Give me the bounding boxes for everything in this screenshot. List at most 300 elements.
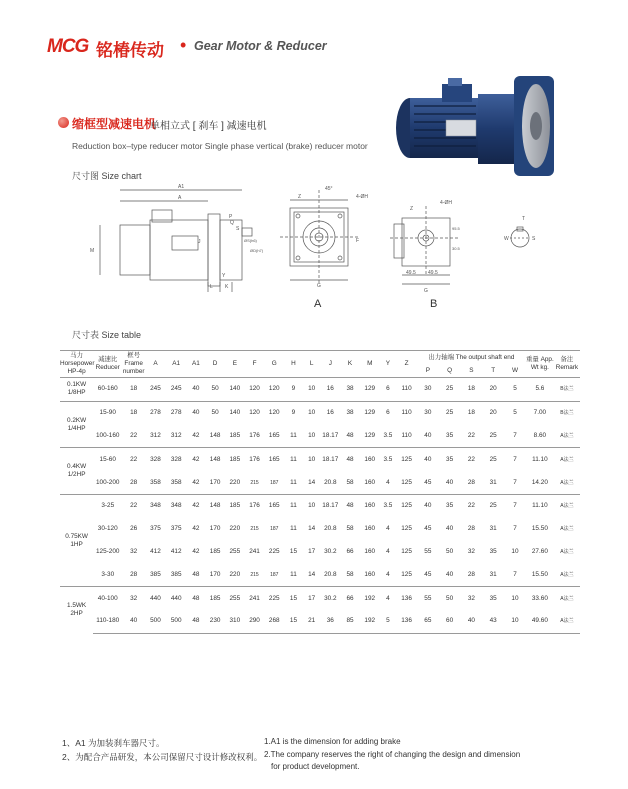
dim-z-label-a: Z xyxy=(298,194,302,200)
table-cell: 11 xyxy=(284,448,303,471)
table-cell: 4 xyxy=(386,547,390,555)
table-cell: 32 xyxy=(122,587,145,610)
dim-k-label: K xyxy=(225,284,229,290)
dim-t-label: T xyxy=(522,216,526,222)
header-col: G xyxy=(264,351,284,378)
table-cell: 55 xyxy=(424,547,432,555)
table-cell: 120 xyxy=(245,401,265,424)
table-cell: 45 xyxy=(424,478,432,486)
table-cell: 25 xyxy=(439,378,461,402)
header-col: K xyxy=(340,351,360,378)
table-cell: 241 xyxy=(249,547,260,555)
table-cell: 8.60 xyxy=(533,431,547,439)
table-cell: 215 xyxy=(250,526,259,533)
table-cell: 15-90 xyxy=(93,401,122,424)
table-cell: 65 xyxy=(417,610,439,633)
table-cell: 5 xyxy=(504,378,526,402)
table-cell: 22 xyxy=(461,448,483,471)
table-cell: 11.10 xyxy=(526,494,554,517)
table-cell: 185 xyxy=(205,587,225,610)
table-cell: 225 xyxy=(264,587,284,610)
table-cell: 66 xyxy=(340,587,360,610)
section-title-cn: 缩框型减速电机 xyxy=(72,117,157,131)
table-cell: 192 xyxy=(360,587,380,610)
table-cell: 10 xyxy=(511,547,519,555)
table-cell: 220 xyxy=(229,525,241,533)
remark-cell: A法兰 xyxy=(560,571,574,578)
table-cell: 30 xyxy=(417,401,439,424)
table-cell: 160 xyxy=(364,525,376,533)
dim-s-label-shaft: S xyxy=(532,236,536,242)
table-cell: 38 xyxy=(340,378,360,402)
header-col: H xyxy=(284,351,303,378)
table-cell: 14 xyxy=(308,525,316,533)
table-cell: 15-60 xyxy=(93,448,122,471)
header-shaft-col: T xyxy=(491,366,496,374)
dim-z-label-b: Z xyxy=(410,206,414,212)
table-cell: 31 xyxy=(489,525,497,533)
table-cell: 18.17 xyxy=(322,431,339,439)
table-cell: 10 xyxy=(303,494,321,517)
note-en: 2.The company reserves the right of changing the design and dimension xyxy=(264,749,521,759)
table-cell: 215 xyxy=(250,571,259,578)
header-col: J xyxy=(320,351,340,378)
table-row xyxy=(60,541,580,564)
table-row xyxy=(60,494,580,517)
dim-a-label: A xyxy=(178,195,182,201)
table-cell: 40 xyxy=(424,431,432,439)
title-bullet-icon xyxy=(58,117,69,128)
table-cell: 40 xyxy=(461,610,483,633)
table-cell: 50 xyxy=(205,401,225,424)
table-cell: 268 xyxy=(264,610,284,633)
table-cell: 45 xyxy=(424,570,432,578)
table-cell: 220 xyxy=(229,570,241,578)
table-cell: 31 xyxy=(489,478,497,486)
remark-cell: A法兰 xyxy=(560,548,574,555)
table-cell: 7 xyxy=(513,525,517,533)
table-cell: 22 xyxy=(122,494,145,517)
table-cell: 14 xyxy=(308,478,316,486)
table-cell: 440 xyxy=(166,587,187,610)
table-cell: 7 xyxy=(513,478,517,486)
dim-v2-label: 49.5 xyxy=(428,270,438,276)
table-cell: 48 xyxy=(192,570,200,578)
table-cell: 4 xyxy=(386,525,390,533)
table-cell: 278 xyxy=(145,401,166,424)
header-weight: 重量 App. Wt kg. xyxy=(526,351,554,378)
dim-h1-label: 95.5 xyxy=(452,226,460,231)
remark-cell: A法兰 xyxy=(554,610,580,633)
dim-m-label: M xyxy=(90,248,95,254)
table-cell: 22 xyxy=(467,431,475,439)
table-cell: 7 xyxy=(513,431,517,439)
table-cell: 375 xyxy=(150,525,161,533)
remark-cell: A法兰 xyxy=(554,448,580,471)
header-shaft-col: P xyxy=(425,366,430,374)
brand-name-cn: 铭椿传动 xyxy=(96,41,164,60)
table-cell: 5 xyxy=(504,401,526,424)
table-cell: 32 xyxy=(130,547,138,555)
table-cell: 15 xyxy=(284,587,303,610)
table-cell: 4 xyxy=(386,478,390,486)
table-cell: 20 xyxy=(482,401,504,424)
header-col: Z xyxy=(396,351,417,378)
header-shaft-col: S xyxy=(469,366,474,374)
header-power: 马力 Horsepower HP-4p xyxy=(60,351,93,378)
note-cn: 1、A1 为加装刹车器尺寸。 xyxy=(62,738,165,748)
table-cell: 348 xyxy=(166,494,187,517)
notes-en xyxy=(264,736,520,774)
header-col: M xyxy=(360,351,380,378)
dim-s-label: S xyxy=(236,226,240,232)
dimension-drawings xyxy=(80,180,560,300)
dim-j-label: J xyxy=(198,239,201,245)
table-cell: 35 xyxy=(439,494,461,517)
dim-dd-label: ØD(h7) xyxy=(250,248,264,253)
header-col: D xyxy=(205,351,225,378)
table-cell: 40 xyxy=(122,610,145,633)
table-cell: 10 xyxy=(504,610,526,633)
table-cell: 48 xyxy=(187,587,206,610)
table-cell: 3.5 xyxy=(380,494,397,517)
table-cell: 40 xyxy=(187,378,206,402)
table-cell: 187 xyxy=(270,571,279,578)
table-cell: 3.5 xyxy=(383,431,393,439)
table-row xyxy=(60,610,580,633)
dim-w-label: W xyxy=(504,236,509,242)
front-view-a-drawing xyxy=(280,190,358,284)
front-view-b-drawing xyxy=(390,206,460,284)
table-cell: 290 xyxy=(245,610,265,633)
table-cell: 16 xyxy=(320,401,340,424)
table-cell: 30-120 xyxy=(97,525,118,533)
table-cell: 18.17 xyxy=(320,494,340,517)
table-cell: 18 xyxy=(461,401,483,424)
table-cell: 165 xyxy=(264,448,284,471)
table-cell: 170 xyxy=(209,478,221,486)
dim-ds-label: ØS(h6) xyxy=(244,238,257,243)
table-cell: 28 xyxy=(467,525,475,533)
remark-cell: A法兰 xyxy=(554,587,580,610)
table-cell: 125 xyxy=(401,547,412,555)
table-cell: 36 xyxy=(320,610,340,633)
table-cell: 160 xyxy=(360,448,380,471)
table-cell: 28 xyxy=(467,570,475,578)
power-cell: 0.1KW 1/8HP xyxy=(60,378,93,402)
table-cell: 110-180 xyxy=(93,610,122,633)
table-cell: 140 xyxy=(225,378,245,402)
table-cell: 5 xyxy=(380,610,397,633)
table-cell: 11 xyxy=(290,478,297,486)
table-cell: 278 xyxy=(166,401,187,424)
table-cell: 40-100 xyxy=(93,587,122,610)
table-cell: 25 xyxy=(439,401,461,424)
table-cell: 42 xyxy=(187,494,206,517)
header-shaft-col: W xyxy=(511,366,518,374)
table-cell: 187 xyxy=(270,526,279,533)
power-cell: 0.2KW 1/4HP xyxy=(60,401,93,448)
table-cell: 110 xyxy=(401,431,412,439)
table-cell: 241 xyxy=(245,587,265,610)
table-cell: 358 xyxy=(170,478,182,486)
table-cell: 22 xyxy=(122,448,145,471)
table-cell: 7 xyxy=(504,448,526,471)
table-cell: 176 xyxy=(245,494,265,517)
table-cell: 22 xyxy=(130,431,138,439)
table-cell: 58 xyxy=(346,570,354,578)
table-cell: 20 xyxy=(482,378,504,402)
table-cell: 9 xyxy=(284,401,303,424)
table-cell: 42 xyxy=(192,525,200,533)
table-cell: 165 xyxy=(268,431,280,439)
table-cell: 15.50 xyxy=(531,525,548,533)
table-cell: 9 xyxy=(284,378,303,402)
table-cell: 120 xyxy=(264,378,284,402)
header-remark: 备注 Remark xyxy=(554,351,580,378)
table-cell: 440 xyxy=(145,587,166,610)
table-cell: 160 xyxy=(360,494,380,517)
table-cell: 35 xyxy=(489,547,497,555)
note-en: 1.A1 is the dimension for adding brake xyxy=(264,737,401,746)
remark-cell: A法兰 xyxy=(560,432,574,439)
table-cell: 129 xyxy=(364,431,376,439)
table-cell: 192 xyxy=(360,610,380,633)
table-cell: 10 xyxy=(308,431,316,439)
table-cell: 42 xyxy=(192,478,200,486)
table-cell: 11 xyxy=(284,494,303,517)
table-cell: 245 xyxy=(145,378,166,402)
table-cell: 125 xyxy=(401,525,412,533)
dim-f-label-a: F xyxy=(356,238,360,244)
size-table-label: 尺寸表 Size table xyxy=(72,330,142,340)
size-table-body xyxy=(60,378,580,634)
header-col: Y xyxy=(380,351,397,378)
table-cell: 125 xyxy=(396,494,417,517)
table-cell: 129 xyxy=(360,401,380,424)
table-cell: 136 xyxy=(396,610,417,633)
table-cell: 42 xyxy=(192,547,200,555)
table-cell: 110 xyxy=(396,401,417,424)
table-cell: 35 xyxy=(439,448,461,471)
table-row xyxy=(60,587,580,610)
table-cell: 30.2 xyxy=(324,547,337,555)
header-shaft-group: 出力轴端 The output shaft end xyxy=(417,351,526,365)
table-cell: 60 xyxy=(439,610,461,633)
section-subtitle-cn: 单相立式 [ 刹车 ] 减速电机 xyxy=(150,121,267,132)
header-col: A1 xyxy=(166,351,187,378)
remark-cell: B法兰 xyxy=(554,378,580,402)
table-cell: 140 xyxy=(225,401,245,424)
dim-angle-label: 45° xyxy=(325,186,333,192)
table-cell: 50 xyxy=(439,587,461,610)
table-cell: 48 xyxy=(346,431,354,439)
size-table xyxy=(60,350,580,634)
table-cell: 312 xyxy=(170,431,182,439)
table-cell: 170 xyxy=(209,525,221,533)
table-cell: 4 xyxy=(380,587,397,610)
table-cell: 15 xyxy=(284,610,303,633)
table-cell: 100-160 xyxy=(95,431,120,439)
notes-cn xyxy=(62,736,262,764)
table-cell: 55 xyxy=(417,587,439,610)
table-cell: 312 xyxy=(150,431,161,439)
table-cell: 50 xyxy=(446,547,454,555)
table-cell: 255 xyxy=(229,547,241,555)
table-cell: 48 xyxy=(340,448,360,471)
table-cell: 35 xyxy=(482,587,504,610)
table-cell: 17 xyxy=(308,547,316,555)
table-cell: 31 xyxy=(489,570,497,578)
table-cell: 185 xyxy=(229,431,241,439)
dim-holes-label-a: 4-ØH xyxy=(356,194,368,200)
table-cell: 500 xyxy=(145,610,166,633)
section-title-en: Reduction box–type reducer motor Single phase vertical (brake) reducer motor xyxy=(72,141,368,151)
table-cell: 3-30 xyxy=(101,570,115,578)
table-cell: 18 xyxy=(122,401,145,424)
table-row xyxy=(60,378,580,402)
table-cell: 28 xyxy=(467,478,475,486)
table-cell: 100-200 xyxy=(95,478,120,486)
table-cell: 170 xyxy=(209,570,221,578)
table-cell: 120 xyxy=(245,378,265,402)
header-col: A xyxy=(145,351,166,378)
header-ratio: 减速比 Reducer xyxy=(93,351,122,378)
drawing-label-a: A xyxy=(314,298,322,310)
table-cell: 7 xyxy=(513,570,517,578)
table-cell: 385 xyxy=(150,570,161,578)
table-cell: 15 xyxy=(289,547,298,555)
dim-g-label-b: G xyxy=(424,288,428,294)
remark-cell: A法兰 xyxy=(554,494,580,517)
remark-cell: B法兰 xyxy=(554,401,580,424)
table-cell: 58 xyxy=(346,478,354,486)
table-cell: 45 xyxy=(424,525,432,533)
table-cell: 10 xyxy=(303,401,321,424)
table-cell: 125 xyxy=(401,478,412,486)
table-cell: 5.6 xyxy=(526,378,554,402)
note-cn: 2、为配合产品研发，本公司保留尺寸设计修改权利。 xyxy=(62,752,263,762)
table-cell: 40 xyxy=(417,494,439,517)
power-cell: 0.4KW 1/2HP xyxy=(60,448,93,495)
table-cell: 18 xyxy=(461,378,483,402)
table-cell: 40 xyxy=(446,478,454,486)
table-cell: 3-25 xyxy=(93,494,122,517)
table-cell: 176 xyxy=(245,448,265,471)
table-cell: 11 xyxy=(290,525,297,533)
table-cell: 49.60 xyxy=(526,610,554,633)
table-cell: 26 xyxy=(130,525,138,533)
table-cell: 125 xyxy=(396,448,417,471)
table-cell: 17 xyxy=(303,587,321,610)
table-cell: 160 xyxy=(364,547,376,555)
header-shaft-col: Q xyxy=(447,366,453,374)
motor-product-image xyxy=(390,70,560,180)
size-chart-label: 尺寸图 Size chart xyxy=(72,171,142,181)
table-cell: 328 xyxy=(166,448,187,471)
table-cell: 40 xyxy=(446,525,454,533)
dim-p-label: P xyxy=(229,214,233,220)
dim-g-label-a: G xyxy=(317,283,321,289)
power-cell: 1.5WK 2HP xyxy=(60,587,93,634)
table-cell: 30.2 xyxy=(320,587,340,610)
table-cell: 310 xyxy=(225,610,245,633)
table-cell: 385 xyxy=(170,570,182,578)
table-cell: 32 xyxy=(467,547,475,555)
table-cell: 38 xyxy=(340,401,360,424)
table-row xyxy=(60,425,580,448)
table-cell: 348 xyxy=(145,494,166,517)
table-cell: 20.8 xyxy=(324,525,337,533)
table-cell: 25 xyxy=(489,431,497,439)
table-cell: 185 xyxy=(209,547,221,555)
table-cell: 185 xyxy=(225,494,245,517)
table-cell: 14.20 xyxy=(531,478,548,486)
table-cell: 40 xyxy=(417,448,439,471)
table-cell: 220 xyxy=(229,478,241,486)
table-cell: 30 xyxy=(417,378,439,402)
table-row xyxy=(60,563,580,586)
table-cell: 125-200 xyxy=(95,547,120,555)
table-cell: 136 xyxy=(396,587,417,610)
table-cell: 412 xyxy=(170,547,182,555)
table-cell: 48 xyxy=(187,610,206,633)
side-view-drawing xyxy=(100,190,252,292)
table-cell: 35 xyxy=(446,431,454,439)
table-cell: 50 xyxy=(205,378,225,402)
table-cell: 245 xyxy=(166,378,187,402)
table-cell: 25 xyxy=(482,448,504,471)
table-cell: 160 xyxy=(364,478,376,486)
table-row xyxy=(60,518,580,541)
table-cell: 185 xyxy=(225,448,245,471)
table-cell: 11 xyxy=(290,570,297,578)
remark-cell: A法兰 xyxy=(560,526,574,533)
table-cell: 40 xyxy=(187,401,206,424)
table-cell: 18.17 xyxy=(320,448,340,471)
table-cell: 21 xyxy=(303,610,321,633)
table-cell: 28 xyxy=(130,478,138,486)
dim-q-label: Q xyxy=(230,220,234,226)
table-cell: 10 xyxy=(504,587,526,610)
table-cell: 165 xyxy=(264,494,284,517)
table-cell: 148 xyxy=(209,431,221,439)
table-cell: 120 xyxy=(264,401,284,424)
table-cell: 11.10 xyxy=(526,448,554,471)
table-cell: 66 xyxy=(346,547,354,555)
table-cell: 176 xyxy=(249,431,260,439)
table-cell: 42 xyxy=(187,448,206,471)
dim-a1-label: A1 xyxy=(178,184,185,190)
table-cell: 4 xyxy=(386,570,390,578)
table-cell: 20.8 xyxy=(324,570,337,578)
table-cell: 148 xyxy=(205,494,225,517)
table-cell: 3.5 xyxy=(380,448,397,471)
header-col: L xyxy=(303,351,321,378)
brand-logo: MCG xyxy=(47,36,89,57)
table-cell: 412 xyxy=(150,547,161,555)
table-cell: 215 xyxy=(250,479,259,486)
table-cell: 85 xyxy=(340,610,360,633)
dim-y-label: Y xyxy=(222,273,226,279)
table-cell: 42 xyxy=(192,431,200,439)
table-cell: 225 xyxy=(268,547,280,555)
table-cell: 6 xyxy=(380,378,397,402)
table-cell: 58 xyxy=(346,525,354,533)
dim-h2-label: 30.5 xyxy=(452,246,460,251)
header-col: E xyxy=(225,351,245,378)
table-cell: 375 xyxy=(170,525,182,533)
